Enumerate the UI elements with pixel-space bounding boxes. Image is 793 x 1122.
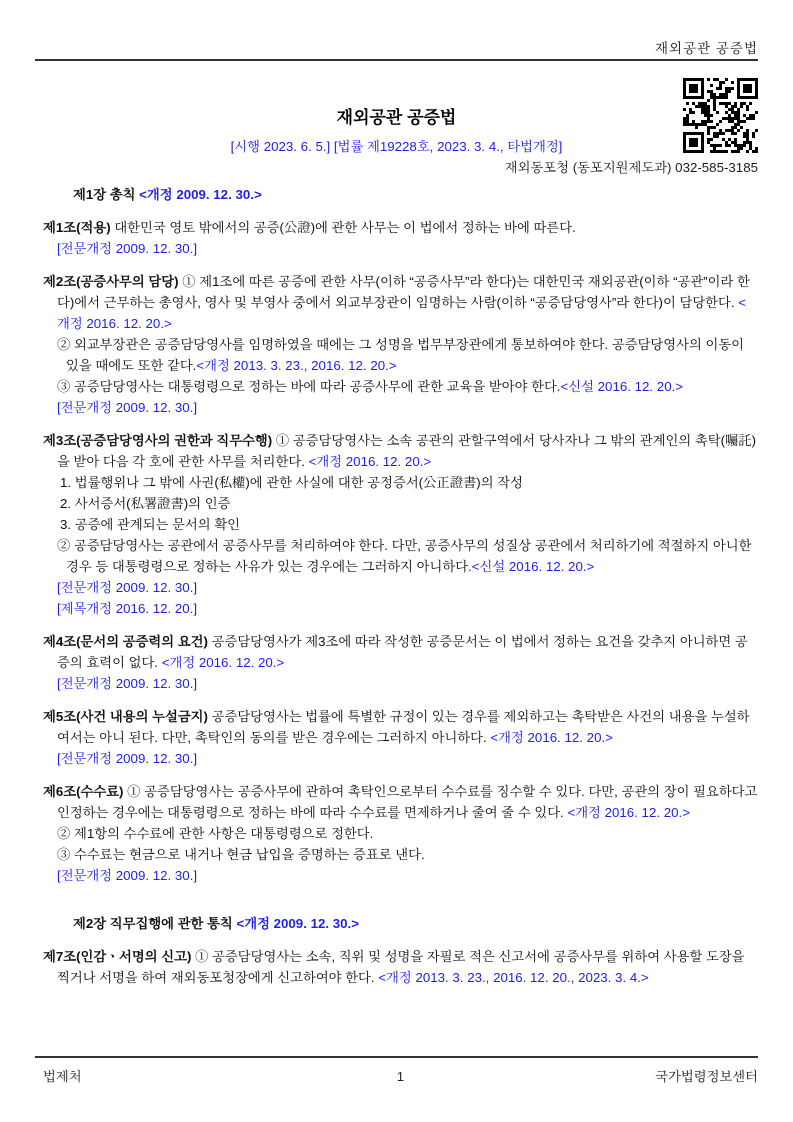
law-block-item xyxy=(43,376,758,397)
law-text: 제3조(공증담당영사의 권한과 직무수행) xyxy=(43,433,273,448)
law-text: ① 공증담당영사는 소속, 직위 및 성명을 자필로 적은 신고서에 공증사무를 위하여 사용할 도장을 찍거나 서명을 하여 재외동포청장에게 신고하여야 한다. xyxy=(57,949,745,985)
law-block-item xyxy=(43,844,758,865)
law-title: 재외공관 공증법 xyxy=(336,108,457,127)
law-block-item xyxy=(43,334,758,376)
law-block-article xyxy=(43,217,758,238)
amendment-note: <개정 2009. 12. 30.> xyxy=(139,187,262,202)
law-block-item xyxy=(43,823,758,844)
page-number: 1 xyxy=(396,1069,405,1084)
law-text: 제6조(수수료) xyxy=(43,784,124,799)
law-block-num xyxy=(43,493,758,514)
amendment-note: <신설 2016. 12. 20.> xyxy=(560,379,684,394)
amendment-note: [전문개정 2009. 12. 30.] xyxy=(57,400,198,415)
amendment-note: [전문개정 2009. 12. 30.] xyxy=(57,868,198,883)
footer-divider xyxy=(35,1056,758,1058)
law-block-note xyxy=(43,238,758,259)
running-header xyxy=(35,37,758,57)
law-block-article xyxy=(43,946,758,988)
law-text: ② 공증담당영사는 공관에서 공증사무를 처리하여야 한다. 다만, 공증사무의 성질상 공관에서 처리하기에 적절하지 아니한 경우 등 대통령령으로 정하는 사유가 있는 경우에는 그러하지 아니하다. xyxy=(57,538,752,574)
law-block-chapter xyxy=(43,913,758,934)
law-block-note xyxy=(43,577,758,598)
amendment-note: <개정 2016. 12. 20.> xyxy=(57,295,747,331)
law-text: ② 외교부장관은 공증담당영사를 임명하였을 때에는 그 성명을 법무부장관에게 통보하여야 한다. 공증담당영사의 이동이 있을 때에도 또한 같다. xyxy=(57,337,745,373)
amendment-note: <개정 2009. 12. 30.> xyxy=(236,916,360,931)
amendment-note: <개정 2016. 12. 20.> xyxy=(161,655,285,670)
law-text: ① 공증담당영사는 공증사무에 관하여 촉탁인으로부터 수수료를 징수할 수 있다. 다만, 공관의 장이 필요하다고 인정하는 경우에는 대통령령으로 정하는 바에 따라 수수료를 면제하거나 줄여 줄 수 있다. xyxy=(57,784,758,820)
amendment-note: <개정 2016. 12. 20.> xyxy=(308,454,432,469)
law-text: 제1장 총칙 xyxy=(73,187,140,202)
amendment-note: [전문개정 2009. 12. 30.] xyxy=(57,580,198,595)
amendment-note: <개정 2013. 3. 23., 2016. 12. 20.> xyxy=(196,358,397,373)
law-text: 제4조(문서의 공증력의 요건) xyxy=(43,634,208,649)
law-text: 제2조(공증사무의 담당) xyxy=(43,274,179,289)
law-text: 제2장 직무집행에 관한 통칙 xyxy=(73,916,237,931)
law-block-article xyxy=(43,781,758,823)
amendment-note: [전문개정 2009. 12. 30.] xyxy=(57,751,198,766)
law-block-num xyxy=(43,472,758,493)
law-text: ③ 수수료는 현금으로 내거나 현금 납입을 증명하는 증표로 낸다. xyxy=(57,847,425,862)
law-block-item xyxy=(43,535,758,577)
law-block-article xyxy=(43,430,758,472)
law-block-note xyxy=(43,397,758,418)
law-block-note xyxy=(43,748,758,769)
law-block-num xyxy=(43,514,758,535)
law-block-note xyxy=(43,673,758,694)
law-text: 제5조(사건 내용의 누설금지) xyxy=(43,709,208,724)
law-block-article xyxy=(43,631,758,673)
law-text: ① 제1조에 따른 공증에 관한 사무(이하 “공증사무”라 한다)는 대한민국 재외공관(이하 “공관”이라 한다)에서 근무하는 총영사, 영사 및 부영사 중에서 외교부장관이 임명하는 사람(이하 “공증담당영사”라 한다)이 담당한다. xyxy=(57,274,750,310)
law-block-chapter xyxy=(43,184,758,205)
law-block-note xyxy=(43,598,758,619)
law-text: 1. 법률행위나 그 밖에 사권(私權)에 관한 사실에 대한 공정증서(公正證書)의 작성 xyxy=(60,475,523,490)
amendment-note: [전문개정 2009. 12. 30.] xyxy=(57,241,198,256)
law-body xyxy=(43,184,758,988)
header-divider xyxy=(35,59,758,61)
amendment-note: [전문개정 2009. 12. 30.] xyxy=(57,676,198,691)
law-text: 2. 사서증서(私署證書)의 인증 xyxy=(60,496,231,511)
law-text: 제7조(인감ㆍ서명의 신고) xyxy=(43,949,192,964)
law-text: 공증담당영사는 법률에 특별한 규정이 있는 경우를 제외하고는 촉탁받은 사건의 내용을 누설하여서는 아니 된다. 다만, 촉탁인의 동의를 받은 경우에는 그러하지 아니하다. xyxy=(57,709,750,745)
amendment-note: <개정 2013. 3. 23., 2016. 12. 20., 2023. 3. 4.> xyxy=(378,970,649,985)
law-text: ③ 공증담당영사는 대통령령으로 정하는 바에 따라 공증사무에 관한 교육을 받아야 한다. xyxy=(57,379,561,394)
law-block-article xyxy=(43,706,758,748)
agency-contact: 재외동포청 (동포지원제도과) 032-585-3185 xyxy=(504,160,758,175)
law-text: 공증담당영사가 제3조에 따라 작성한 공증문서는 이 법에서 정하는 요건을 갖추지 아니하면 공증의 효력이 없다. xyxy=(57,634,748,670)
amendment-note: <개정 2016. 12. 20.> xyxy=(567,805,690,820)
running-header-title: 재외공관 공증법 xyxy=(654,41,758,56)
amendment-note: <신설 2016. 12. 20.> xyxy=(471,559,595,574)
law-text: 대한민국 영토 밖에서의 공증(公證)에 관한 사무는 이 법에서 정하는 바에 따른다. xyxy=(110,220,576,235)
law-text: 3. 공증에 관계되는 문서의 확인 xyxy=(60,517,241,532)
law-text: ② 제1항의 수수료에 관한 사항은 대통령령으로 정한다. xyxy=(57,826,374,841)
amendment-note: <개정 2016. 12. 20.> xyxy=(490,730,613,745)
footer-source: 국가법령정보센터 xyxy=(655,1069,758,1084)
law-block-article xyxy=(43,271,758,334)
law-block-note xyxy=(43,865,758,886)
amendment-note: [제목개정 2016. 12. 20.] xyxy=(57,601,198,616)
enforcement-meta: [시행 2023. 6. 5.] [법률 제19228호, 2023. 3. 4., 타법개정] xyxy=(230,139,563,154)
page-footer xyxy=(43,1066,758,1085)
law-text: 제1조(적용) xyxy=(43,220,111,235)
footer-agency: 법제처 xyxy=(43,1069,82,1084)
law-text: ① 공증담당영사는 소속 공관의 관할구역에서 당사자나 그 밖의 관계인의 촉탁(囑託)을 받아 다음 각 호에 관한 사무를 처리한다. xyxy=(57,433,757,469)
